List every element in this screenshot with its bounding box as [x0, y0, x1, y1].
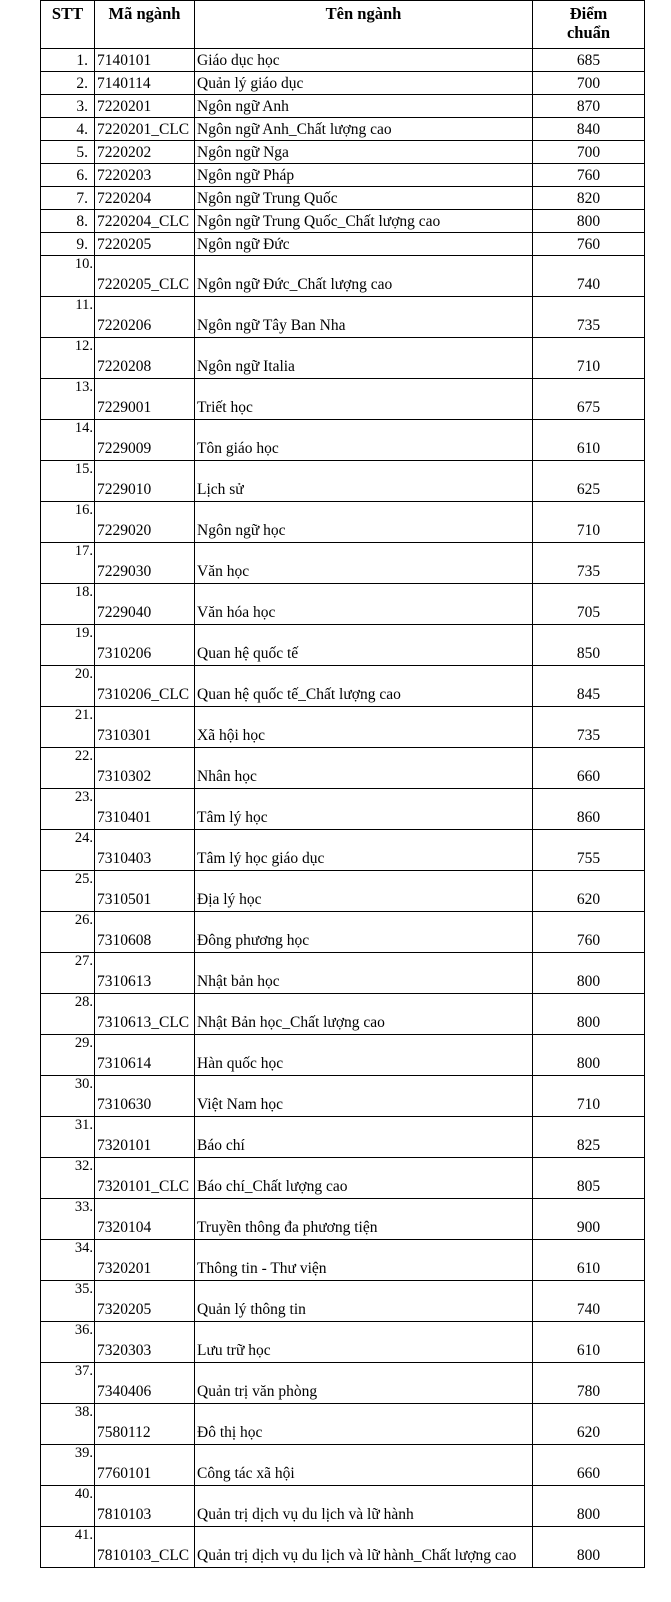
row-code: 7320303 — [95, 1322, 195, 1363]
row-stt: 13. — [41, 379, 95, 420]
table-row — [41, 1199, 645, 1240]
row-score: 740 — [533, 1281, 645, 1322]
row-stt: 36. — [41, 1322, 95, 1363]
row-score: 800 — [533, 1035, 645, 1076]
table-row — [41, 1240, 645, 1281]
row-stt: 6. — [41, 164, 95, 187]
row-stt: 2. — [41, 72, 95, 95]
row-score: 735 — [533, 297, 645, 338]
table-row — [41, 502, 645, 543]
row-stt: 21. — [41, 707, 95, 748]
table-row — [41, 420, 645, 461]
row-name: Ngôn ngữ Nga — [195, 141, 533, 164]
row-code: 7810103_CLC — [95, 1527, 195, 1568]
row-code: 7340406 — [95, 1363, 195, 1404]
table-row — [41, 297, 645, 338]
row-stt: 37. — [41, 1363, 95, 1404]
row-name: Công tác xã hội — [195, 1445, 533, 1486]
row-stt: 18. — [41, 584, 95, 625]
row-code: 7220203 — [95, 164, 195, 187]
table-row — [41, 1404, 645, 1445]
row-stt: 39. — [41, 1445, 95, 1486]
row-stt: 1. — [41, 49, 95, 72]
table-row — [41, 625, 645, 666]
row-code: 7229010 — [95, 461, 195, 502]
row-name: Báo chí — [195, 1117, 533, 1158]
row-name: Địa lý học — [195, 871, 533, 912]
row-stt: 20. — [41, 666, 95, 707]
row-score: 660 — [533, 748, 645, 789]
table-row — [41, 748, 645, 789]
table-row — [41, 1445, 645, 1486]
row-name: Giáo dục học — [195, 49, 533, 72]
row-stt: 33. — [41, 1199, 95, 1240]
table-row — [41, 789, 645, 830]
row-name: Ngôn ngữ Đức — [195, 233, 533, 256]
row-code: 7140101 — [95, 49, 195, 72]
row-score: 760 — [533, 233, 645, 256]
row-stt: 28. — [41, 994, 95, 1035]
table-row — [41, 338, 645, 379]
row-code: 7229020 — [95, 502, 195, 543]
row-stt: 31. — [41, 1117, 95, 1158]
row-name: Văn hóa học — [195, 584, 533, 625]
row-code: 7320104 — [95, 1199, 195, 1240]
row-name: Quản trị dịch vụ du lịch và lữ hành_Chất lượng cao — [195, 1527, 533, 1568]
row-score: 685 — [533, 49, 645, 72]
table-row — [41, 912, 645, 953]
admission-score-table-container — [40, 0, 644, 1568]
table-row — [41, 164, 645, 187]
table-row — [41, 1281, 645, 1322]
row-score: 610 — [533, 1322, 645, 1363]
row-stt: 30. — [41, 1076, 95, 1117]
row-score: 800 — [533, 1527, 645, 1568]
table-row — [41, 543, 645, 584]
row-score: 800 — [533, 1486, 645, 1527]
row-score: 805 — [533, 1158, 645, 1199]
table-row — [41, 1076, 645, 1117]
row-name: Truyền thông đa phương tiện — [195, 1199, 533, 1240]
row-score: 710 — [533, 502, 645, 543]
row-name: Ngôn ngữ học — [195, 502, 533, 543]
row-stt: 19. — [41, 625, 95, 666]
row-name: Ngôn ngữ Pháp — [195, 164, 533, 187]
row-stt: 16. — [41, 502, 95, 543]
row-score: 620 — [533, 871, 645, 912]
row-code: 7220204 — [95, 187, 195, 210]
row-stt: 11. — [41, 297, 95, 338]
row-code: 7760101 — [95, 1445, 195, 1486]
table-row — [41, 141, 645, 164]
row-name: Tâm lý học giáo dục — [195, 830, 533, 871]
row-score: 840 — [533, 118, 645, 141]
row-stt: 24. — [41, 830, 95, 871]
row-score: 610 — [533, 1240, 645, 1281]
table-row — [41, 1527, 645, 1568]
row-code: 7810103 — [95, 1486, 195, 1527]
row-stt: 17. — [41, 543, 95, 584]
row-stt: 5. — [41, 141, 95, 164]
table-row — [41, 1158, 645, 1199]
row-code: 7320205 — [95, 1281, 195, 1322]
table-row — [41, 256, 645, 297]
row-score: 800 — [533, 210, 645, 233]
row-stt: 41. — [41, 1527, 95, 1568]
header-name: Tên ngành — [195, 1, 533, 49]
row-stt: 9. — [41, 233, 95, 256]
row-score: 710 — [533, 338, 645, 379]
row-name: Nhân học — [195, 748, 533, 789]
row-score: 620 — [533, 1404, 645, 1445]
row-score: 900 — [533, 1199, 645, 1240]
row-stt: 26. — [41, 912, 95, 953]
row-name: Quan hệ quốc tế — [195, 625, 533, 666]
row-name: Đô thị học — [195, 1404, 533, 1445]
row-name: Báo chí_Chất lượng cao — [195, 1158, 533, 1199]
row-stt: 7. — [41, 187, 95, 210]
table-row — [41, 666, 645, 707]
row-code: 7580112 — [95, 1404, 195, 1445]
row-stt: 22. — [41, 748, 95, 789]
table-row — [41, 994, 645, 1035]
row-code: 7229001 — [95, 379, 195, 420]
row-name: Ngôn ngữ Trung Quốc_Chất lượng cao — [195, 210, 533, 233]
row-code: 7220205_CLC — [95, 256, 195, 297]
table-row — [41, 49, 645, 72]
row-name: Thông tin - Thư viện — [195, 1240, 533, 1281]
table-row — [41, 871, 645, 912]
row-name: Tâm lý học — [195, 789, 533, 830]
row-stt: 8. — [41, 210, 95, 233]
row-name: Ngôn ngữ Anh — [195, 95, 533, 118]
row-score: 740 — [533, 256, 645, 297]
row-code: 7229030 — [95, 543, 195, 584]
row-code: 7220206 — [95, 297, 195, 338]
row-score: 850 — [533, 625, 645, 666]
row-stt: 40. — [41, 1486, 95, 1527]
row-name: Ngôn ngữ Trung Quốc — [195, 187, 533, 210]
row-name: Lưu trữ học — [195, 1322, 533, 1363]
header-score-line1: Điểm — [569, 4, 608, 23]
row-name: Hàn quốc học — [195, 1035, 533, 1076]
table-row — [41, 187, 645, 210]
row-score: 735 — [533, 543, 645, 584]
row-name: Xã hội học — [195, 707, 533, 748]
table-row — [41, 118, 645, 141]
row-name: Đông phương học — [195, 912, 533, 953]
header-score — [533, 1, 645, 49]
row-code: 7310630 — [95, 1076, 195, 1117]
table-row — [41, 461, 645, 502]
row-score: 800 — [533, 994, 645, 1035]
table-row — [41, 1486, 645, 1527]
row-score: 625 — [533, 461, 645, 502]
row-stt: 12. — [41, 338, 95, 379]
row-code: 7220205 — [95, 233, 195, 256]
row-stt: 34. — [41, 1240, 95, 1281]
row-stt: 29. — [41, 1035, 95, 1076]
table-body — [41, 49, 645, 1568]
row-name: Quản trị dịch vụ du lịch và lữ hành — [195, 1486, 533, 1527]
row-stt: 25. — [41, 871, 95, 912]
row-score: 845 — [533, 666, 645, 707]
row-score: 825 — [533, 1117, 645, 1158]
row-stt: 38. — [41, 1404, 95, 1445]
table-row — [41, 953, 645, 994]
row-score: 710 — [533, 1076, 645, 1117]
row-score: 780 — [533, 1363, 645, 1404]
table-row — [41, 1363, 645, 1404]
row-stt: 3. — [41, 95, 95, 118]
table-header-row — [41, 1, 645, 49]
row-code: 7220204_CLC — [95, 210, 195, 233]
row-stt: 32. — [41, 1158, 95, 1199]
row-name: Ngôn ngữ Italia — [195, 338, 533, 379]
table-row — [41, 95, 645, 118]
row-code: 7310206_CLC — [95, 666, 195, 707]
row-score: 700 — [533, 141, 645, 164]
row-name: Lịch sử — [195, 461, 533, 502]
row-stt: 15. — [41, 461, 95, 502]
row-code: 7310613 — [95, 953, 195, 994]
row-code: 7140114 — [95, 72, 195, 95]
row-score: 755 — [533, 830, 645, 871]
row-name: Văn học — [195, 543, 533, 584]
row-score: 675 — [533, 379, 645, 420]
table-row — [41, 1035, 645, 1076]
row-score: 705 — [533, 584, 645, 625]
header-code: Mã ngành — [95, 1, 195, 49]
row-code: 7310301 — [95, 707, 195, 748]
row-code: 7310608 — [95, 912, 195, 953]
row-code: 7229040 — [95, 584, 195, 625]
row-name: Ngôn ngữ Đức_Chất lượng cao — [195, 256, 533, 297]
row-code: 7320201 — [95, 1240, 195, 1281]
row-stt: 14. — [41, 420, 95, 461]
row-name: Quản lý giáo dục — [195, 72, 533, 95]
table-row — [41, 707, 645, 748]
row-score: 735 — [533, 707, 645, 748]
row-stt: 35. — [41, 1281, 95, 1322]
table-row — [41, 584, 645, 625]
row-code: 7310401 — [95, 789, 195, 830]
row-code: 7310302 — [95, 748, 195, 789]
row-code: 7229009 — [95, 420, 195, 461]
row-score: 870 — [533, 95, 645, 118]
row-name: Quản trị văn phòng — [195, 1363, 533, 1404]
table-row — [41, 210, 645, 233]
admission-score-table — [40, 0, 645, 1568]
row-name: Việt Nam học — [195, 1076, 533, 1117]
row-score: 820 — [533, 187, 645, 210]
row-stt: 10. — [41, 256, 95, 297]
row-stt: 4. — [41, 118, 95, 141]
row-code: 7310613_CLC — [95, 994, 195, 1035]
row-name: Nhật bản học — [195, 953, 533, 994]
row-name: Ngôn ngữ Anh_Chất lượng cao — [195, 118, 533, 141]
table-row — [41, 72, 645, 95]
row-stt: 27. — [41, 953, 95, 994]
table-row — [41, 233, 645, 256]
table-row — [41, 830, 645, 871]
row-name: Quản lý thông tin — [195, 1281, 533, 1322]
row-stt: 23. — [41, 789, 95, 830]
row-score: 760 — [533, 164, 645, 187]
row-score: 860 — [533, 789, 645, 830]
row-score: 610 — [533, 420, 645, 461]
row-score: 660 — [533, 1445, 645, 1486]
row-name: Tôn giáo học — [195, 420, 533, 461]
row-score: 700 — [533, 72, 645, 95]
row-code: 7320101_CLC — [95, 1158, 195, 1199]
row-code: 7320101 — [95, 1117, 195, 1158]
row-code: 7220201_CLC — [95, 118, 195, 141]
table-row — [41, 379, 645, 420]
header-stt: STT — [41, 1, 95, 49]
row-code: 7310614 — [95, 1035, 195, 1076]
header-score-line2: chuẩn — [566, 23, 611, 42]
table-row — [41, 1117, 645, 1158]
row-code: 7220202 — [95, 141, 195, 164]
row-score: 800 — [533, 953, 645, 994]
row-name: Quan hệ quốc tế_Chất lượng cao — [195, 666, 533, 707]
row-code: 7220201 — [95, 95, 195, 118]
table-row — [41, 1322, 645, 1363]
row-score: 760 — [533, 912, 645, 953]
row-code: 7310501 — [95, 871, 195, 912]
row-code: 7310403 — [95, 830, 195, 871]
row-name: Triết học — [195, 379, 533, 420]
row-name: Nhật Bản học_Chất lượng cao — [195, 994, 533, 1035]
row-code: 7310206 — [95, 625, 195, 666]
row-code: 7220208 — [95, 338, 195, 379]
row-name: Ngôn ngữ Tây Ban Nha — [195, 297, 533, 338]
